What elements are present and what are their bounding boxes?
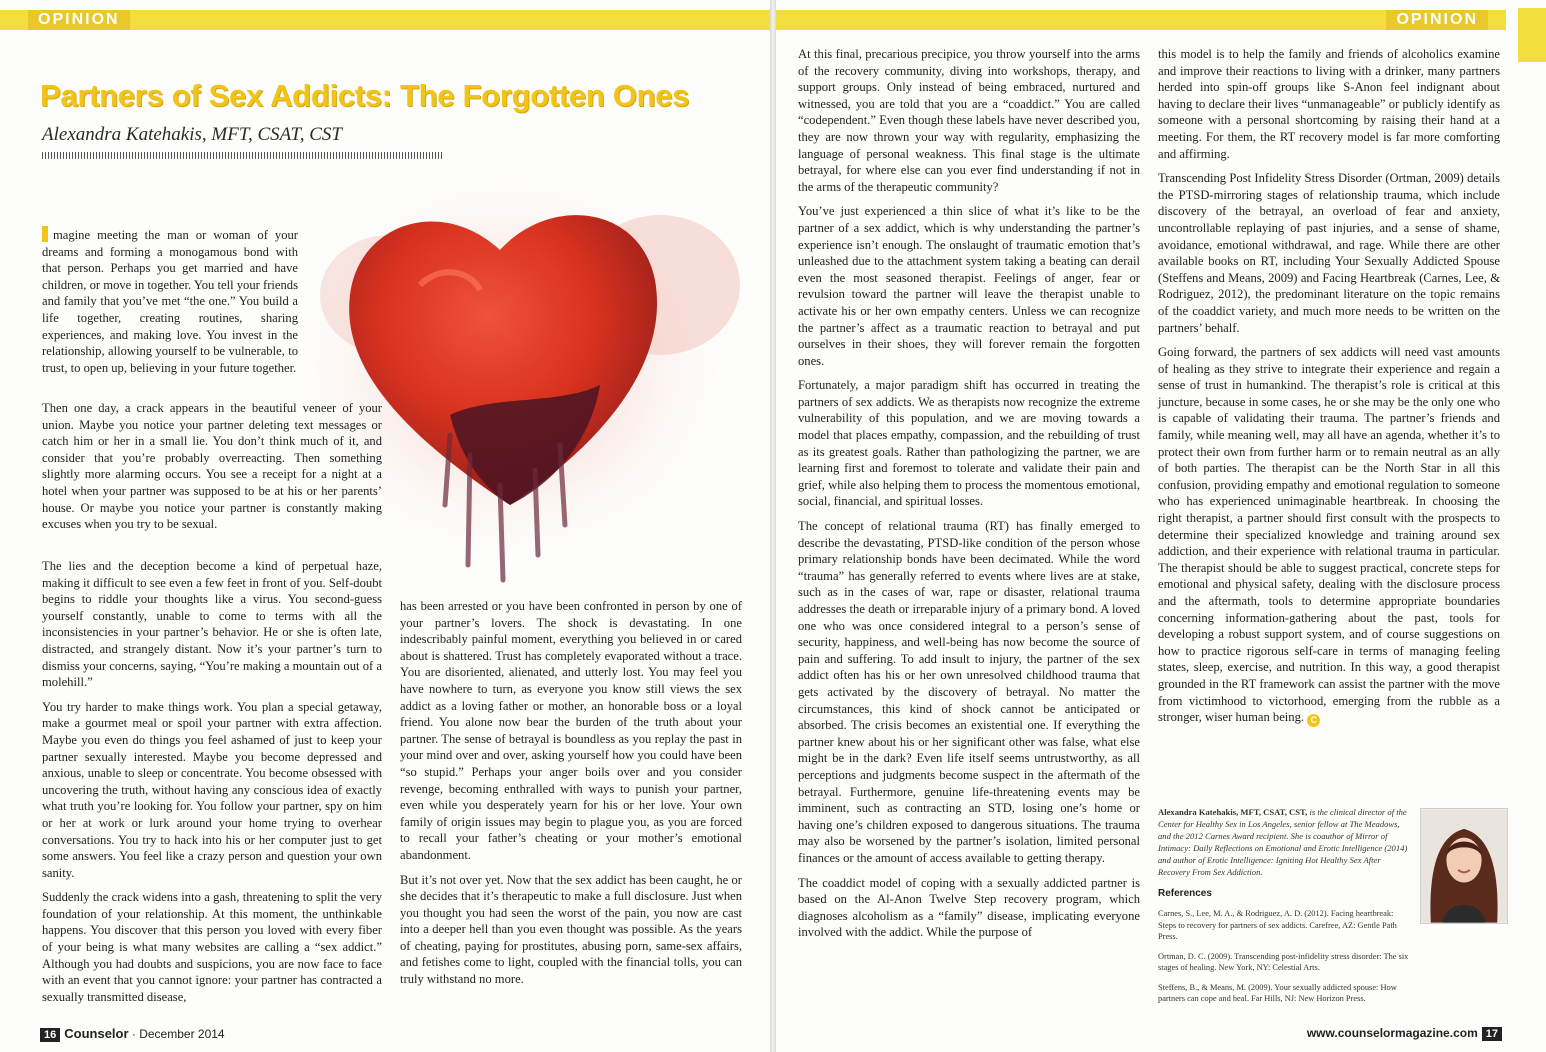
paragraph: You try harder to make things work. You plan a special getaway, make a gourmet meal or spoil your partner with extra affection. Maybe you even do things you feel ashamed of just to keep your partner sexually interested. Maybe you become depressed and anxious, unable to sleep or concentrate. You become obsessed with uncovering the truth, without having any conscious idea of exactly what truth you’re looking for. You follow your partner, spy on him or her at work or lurk around your home trying to overhear conversations. You try to hack into his or her computer just to get some answers. You feel like a crazy person and question your own sanity. [42,699,382,880]
page-number: 16 [40,1028,60,1042]
closing-text: Going forward, the partners of sex addicts will need vast amounts of healing as they strive to integrate their experience and regain a sense of trust in humankind. The therapist’s role is critical at this juncture, because in some cases, he or she may be the only one who is capable of validating their trauma. The partner’s friends and family, while meaning well, may all have an agenda, whether it’s to protect their own from further harm or to remain neutral as an ally of both parties. The therapist can be the North Star in all this confusion, providing empathy and emotional regulation to someone who has experienced unimaginable heartbreak. In choosing the right therapist, a partner should first consult with the prospects to determine their specialized knowledge and training around sex addiction, and their experience with relational trauma in particular. The therapist should be able to suggest practical, concrete steps for emotional and physical safety, dealing with the disclosure process and the aftermath, tools to determine appropriate boundaries concerning information-gathering about the past, tools for developing a robust support system, and of course suggestions on how to practice rigorous self-care in terms of managing feeling states, sleep, exercise, and nutrition. In this way, a good therapist grounded in the RT framework can assist the partner with the move from victimhood to victorhood, emerging from the rubble as a stronger, wiser human being. [1158,345,1500,725]
author-photo [1420,808,1508,924]
right-folio [1307,1026,1502,1041]
paragraph: The concept of relational trauma (RT) has finally emerged to describe the devastating, PTSD-like condition of the person whose primary relationship bonds have been decimated. While the word “trauma” has generally referred to events where lives are at stake, such as in the cases of war, rape or disaster, relational trauma addresses the death or irreparable injury of a primary bond. A loved one who was once considered integral to a person’s sense of security, happiness, and well-being has now become the source of pain and suffering. To add insult to injury, the partner of the sex addict often has his or her own unresolved childhood trauma that gets activated by the discovery of betrayal. No matter the circumstances, this kind of shock cannot be anticipated or absorbed. The crisis becomes an existential one. If everything the partner knew about his or her significant other was false, what else might be in the dark? Even life itself seems untrustworthy, as all perceptions and judgments become suspect in the aftermath of the betrayal. Furthermore, genuine life-threatening events may be imminent, such as contracting an STD, losing one’s home or having one’s children exposed to dangerous situations. The trauma may also be worsened by the partner’s isolation, limited personal finances or the amount of access available to getting therapy. [798,519,1140,865]
intro-text: magine meeting the man or woman of your dreams and forming a monogamous bond with that person. Perhaps you get married and have children, or move in together. You tell your friends and family that you’ve met “the one.” You build a life together, creating routines, sharing experiences, and making love. You invest in the relationship, allowing yourself to be vulnerable, to trust, to open up, believing in your future together. [42,228,298,375]
left-folio [40,1026,225,1042]
paragraph: The coaddict model of coping with a sexually addicted partner is based on the Al-Anon Twelve Step recovery program, which diagnoses alcoholism as a “family” disease, implicating everyone involved with the addict. While the purpose of [798,875,1140,940]
paragraph: has been arrested or you have been confronted in person by one of your partner’s lovers. The shock is devastating. In one indescribably painful moment, everything you believed in or cared about is shattered. Trust has completely evaporated without a trace. You are disoriented, alienated, and utterly lost. You may feel you have nowhere to turn, as everyone you know still views the sex addict as a loving father or mother, an honorable boss or a loyal friend. You alone now bear the burden of the truth about your partner. The sense of betrayal is boundless as you replay the past in your mind over and over, asking yourself how you could have been “so stupid.” Perhaps your anger boils over and you consider revenge, becoming enthralled with ways to punish your partner, even while you desperately yearn for his or her love. Your own family of origin issues may begin to plague you, as you are forced to recall your father’s cheating or your mother’s emotional abandonment. [400,599,742,862]
left-column-upper [42,400,382,533]
paragraph: You’ve just experienced a thin slice of what it’s like to be the partner of a sex addict, which is why understanding the partner’s experience isn’t enough. The onslaught of traumatic emotion that’s unleashed due to the attachment system taking a beating can derail even the most seasoned therapist. Feelings of anger, fear or revulsion toward the partner will leave the therapist unable to activate his or her own empathy centers. Unless we can recognize the partner’s affect as a traumatic reaction to betrayal and put ourselves in their shoes, they will forever remain the forgotten ones. [798,204,1140,368]
paragraph: Fortunately, a major paradigm shift has occurred in treating the partners of sex addicts. We as therapists now recognize the extreme vulnerability of this population, and we are moving towards a model that places empathy, compassion, and the rebuilding of trust as its greatest goals. Rather than pathologizing the partner, we are learning first and foremost to tolerate and validate their pain and grief, while also helping them to process the momentous emotional, social, financial, and spiritual losses. [798,378,1140,509]
section-tag: OPINION [28,10,130,30]
reference-item: Carnes, S., Lee, M. A., & Rodriguez, A. D. (2012). Facing heartbreak: Steps to recovery for partners of sex addicts. Carefree, AZ: Gentle Path Press. [1158,909,1397,941]
issue-date: · December 2014 [131,1027,225,1041]
paragraph: Suddenly the crack widens into a gash, threatening to split the very foundation of your relationship. At this moment, the unthinkable happens. You discover that this person you loved with every fiber of your being is what many websites are calling a “sex addict.” Although you had doubts and suspicions, you are now face to face with an event that you cannot ignore: your partner has contracted a sexually transmitted disease, [42,890,382,1004]
opinion-header-band [0,10,770,30]
article-byline: Alexandra Katehakis, MFT, CSAT, CST [42,124,342,145]
magazine-url: www.counselormagazine.com [1306,1026,1478,1040]
page-number: 17 [1482,1027,1502,1041]
intro-paragraph [42,226,298,376]
author-bio [1158,806,1410,878]
byline-rule [42,152,442,159]
paragraph [1158,344,1500,727]
magazine-name: Counselor [64,1026,129,1041]
paragraph: The lies and the deception become a kind of perpetual haze, making it difficult to see even a few feet in front of you. Self-doubt begins to riddle your thoughts like a virus. You second-guess yourself constantly, unable to come to terms with all the inconsistencies in your partner’s behavior. He or she is often late, distracted, and strangely distant. Now it’s your partner’s turn to dismiss your concerns, saying, “You’re making a mountain out of a molehill.” [42,559,382,690]
paragraph: Transcending Post Infidelity Stress Disorder (Ortman, 2009) details the PTSD-mirroring stages of relationship trauma, which include discovery of the betrayal, an overload of fear and anxiety, uncontrollable replaying of past injuries, and a sense of shame, avoidance, emotional withdrawal, and rage. While there are other available books on RT, including Your Sexually Addicted Spouse (Steffens and Means, 2009) and Facing Heartbreak (Carnes, Lee, & Rodriguez, 2012), the predominant literature on the topic remains of the coaddict variety, and much more needs to be written on the partners’ behalf. [1158,171,1500,335]
third-column [798,46,1140,941]
left-page [0,0,770,1052]
references-list [1158,908,1410,1013]
reference-item: Ortman, D. C. (2009). Transcending post-infidelity stress disorder: The six stages of healing. New York, NY: Celestial Arts. [1158,951,1409,972]
author-bio-box [1158,806,1508,1016]
corner-tab [1518,8,1546,62]
bio-author-name: Alexandra Katehakis, MFT, CSAT, CST, [1158,807,1308,817]
left-column-lower [42,558,382,1005]
paragraph: At this final, precarious precipice, you throw yourself into the arms of the recovery community, diving into workshops, therapy, and support groups. Only instead of being embraced, nurtured and witnessed, you are told that you are a “coaddict.” You are called “codependent.” Even though these labels have never described you, they are now thrown your way with regularity, emphasizing the language of personal weakness. This final stage is the ultimate betrayal, for where else can you ever find understanding if not in the arms of the therapeutic community? [798,47,1140,194]
second-column [400,598,742,988]
bio-text: is the clinical director of the Center for Healthy Sex in Los Angeles, senior fellow at The Meadows, and the 2012 Carnes Award recipient. She is coauthor of Mirror of Intimacy: Daily Reflections on Emotional and Erotic Intelligence (2014) and author of Erotic Intelligence: Igniting Hot Healthy Sex After Recovery From Sex Addiction. [1158,807,1408,877]
section-tag: OPINION [1386,10,1488,30]
references-heading: References [1158,888,1212,899]
dropcap-bar [42,226,48,242]
right-page [776,0,1546,1052]
article-headline: Partners of Sex Addicts: The Forgotten Ones [40,78,690,113]
end-mark-icon: C [1307,714,1320,727]
fourth-column [1158,46,1500,727]
paragraph: Then one day, a crack appears in the beautiful veneer of your union. Maybe you notice your partner deleting text messages or catch him or her in a small lie. You don’t think much of it, and consider that you’re probably overreacting. Then something slightly more alarming occurs. You see a receipt for a night at a hotel when your partner was supposed to be at his or her parents’ house. Or maybe you notice your partner is constantly making excuses when you try to be sexual. [42,401,382,532]
paragraph: But it’s not over yet. Now that the sex addict has been caught, he or she decides that it’s therapeutic to make a full disclosure. Just when you thought you had seen the worst of the pain, you now are cast into a deeper hell than you even thought was possible. As the years of cheating, paying for prostitutes, abusing porn, same-sex affairs, and fetishes come to light, coupled with the financial tolls, you can truly withstand no more. [400,872,742,987]
paragraph: this model is to help the family and friends of alcoholics examine and improve their reactions to living with a drinker, many partners herded into spin-off groups like S-Anon feel indignant about having to declare their lives “unmanageable” or publicly identify as someone with a personal shortcoming by raising their hand at a meeting. For them, the RT recovery model is far more comforting and affirming. [1158,47,1500,161]
opinion-header-band [776,10,1506,30]
reference-item: Steffens, B., & Means, M. (2009). Your sexually addicted spouse: How partners can cope and heal. Far Hills, NJ: New Horizon Press. [1158,982,1397,1003]
